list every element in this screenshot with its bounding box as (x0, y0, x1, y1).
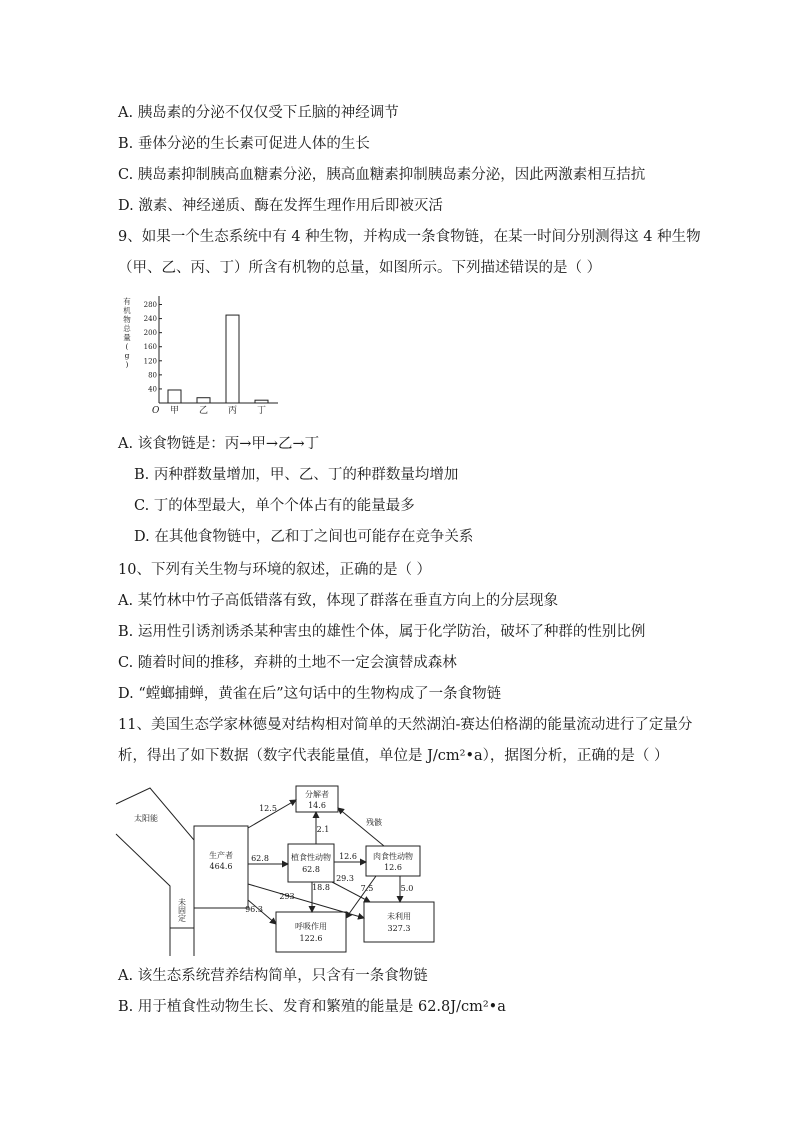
line-q8d: D. 激素、神经递质、酶在发挥生理作用后即被灭活 (118, 198, 443, 214)
herbivore-box (288, 844, 334, 882)
flow-carnivore-respiration: 7.5 (360, 884, 374, 893)
bar-乙 (197, 398, 210, 403)
x-tick-label: 丙 (227, 406, 238, 416)
line-q9c: C. 丁的体型最大，单个个体占有的能量最多 (134, 498, 415, 514)
y-axis-label (123, 296, 131, 369)
respiration-box (276, 912, 346, 952)
energy-flow-diagram (110, 778, 440, 960)
y-tick-label: 80 (148, 371, 157, 380)
x-tick-label: 乙 (198, 406, 209, 416)
line-q8a: A. 胰岛素的分泌不仅仅受下丘脑的神经调节 (118, 105, 399, 121)
y-axis-label-char: 有 (123, 297, 131, 306)
unfixed-region-outline (170, 928, 194, 956)
respiration-value: 122.6 (299, 934, 323, 943)
bar-丙 (226, 315, 239, 403)
y-axis-label-char: 总 (123, 324, 131, 333)
unused-value: 327.3 (387, 924, 411, 933)
line-q8c: C. 胰岛素抑制胰高血糖素分泌，胰高血糖素抑制胰岛素分泌，因此两激素相互拮抗 (118, 167, 646, 183)
bar-chart (118, 293, 298, 425)
line-q10d: D. “螳螂捕蝉，黄雀在后”这句话中的生物构成了一条食物链 (118, 686, 502, 702)
question-9-line1: 9、如果一个生态系统中有 4 种生物，并构成一条食物链，在某一时间分别测得这 4 种生物 (118, 229, 701, 245)
unused-name: 未利用 (387, 912, 411, 921)
line-q10c: C. 随着时间的推移，弃耕的土地不一定会演替成森林 (118, 655, 457, 671)
herbivore-name: 植食性动物 (291, 853, 331, 862)
flow-producer-respiration: 96.3 (245, 905, 263, 914)
y-axis-label-char: 机 (123, 306, 131, 315)
origin-label: O (152, 406, 160, 416)
y-tick-label: 160 (143, 343, 157, 352)
y-tick-label: 280 (143, 301, 157, 310)
bar-甲 (168, 390, 181, 403)
sun-label: 太阳能 (134, 814, 158, 823)
y-tick-label: 200 (143, 329, 157, 338)
arrow-producer-unused (248, 884, 364, 918)
bar-丁 (255, 400, 268, 403)
unfixed-label: 未固定 (177, 898, 187, 922)
line-q11b: B. 用于植食性动物生长、发育和繁殖的能量是 62.8J/cm²•a (118, 999, 506, 1015)
respiration-name: 呼吸作用 (295, 922, 327, 931)
flow-herbivore-carnivore: 12.6 (339, 852, 357, 861)
question-10: 10、下列有关生物与环境的叙述，正确的是（ ） (118, 562, 432, 578)
y-tick-label: 40 (148, 385, 157, 394)
y-tick-label: 240 (143, 315, 157, 324)
question-11-line1: 11、美国生态学家林德曼对结构相对简单的天然湖泊-赛达伯格湖的能量流动进行了定量分 (118, 717, 693, 733)
line-q10a: A. 某竹林中竹子高低错落有致，体现了群落在垂直方向上的分层现象 (118, 593, 559, 609)
flow-herbivore-respiration: 18.8 (312, 883, 330, 892)
flow-carnivore-unused: 5.0 (400, 884, 414, 893)
herbivore-value: 62.8 (302, 865, 320, 874)
y-axis-label-char: ( (125, 342, 129, 351)
y-tick-label: 120 (143, 357, 157, 366)
line-q9a: A. 该食物链是：丙→甲→乙→丁 (118, 436, 320, 452)
carnivore-value: 12.6 (384, 863, 402, 872)
flow-herbivore-unused: 29.3 (336, 874, 354, 883)
arrow-carnivore-decomposer (338, 808, 384, 846)
line-q10b: B. 运用性引诱剂诱杀某种害虫的雄性个体，属于化学防治，破坏了种群的性别比例 (118, 624, 646, 640)
y-axis-label-char: ) (125, 360, 129, 369)
line-q8b: B. 垂体分泌的生长素可促进人体的生长 (118, 136, 370, 152)
carnivore-name: 肉食性动物 (373, 852, 413, 861)
flow-producer-herbivore: 62.8 (251, 854, 269, 863)
producer-name: 生产者 (209, 851, 233, 860)
producer-value: 464.6 (209, 862, 233, 871)
line-q9b: B. 丙种群数量增加，甲、乙、丁的种群数量均增加 (134, 467, 459, 483)
x-tick-label: 丁 (256, 406, 267, 416)
x-tick-label: 甲 (169, 406, 180, 416)
line-q11a: A. 该生态系统营养结构简单，只含有一条食物链 (118, 968, 428, 984)
y-axis-label-char: g (124, 351, 130, 360)
flow-producer-unused: 293 (279, 892, 295, 901)
question-9-line2: （甲、乙、丙、丁）所含有机物的总量，如图所示。下列描述错误的是（ ） (118, 260, 602, 276)
flow-herbivore-decomposer: 2.1 (316, 825, 330, 834)
y-axis-label-char: 量 (123, 333, 131, 342)
unused-box (364, 902, 434, 942)
remains-label: 残骸 (366, 818, 382, 827)
question-11-line2: 析，得出了如下数据（数字代表能量值，单位是 J/cm²•a），据图分析，正确的是（ ） (118, 748, 669, 764)
decomposer-value: 14.6 (308, 801, 326, 810)
decomposer-name: 分解者 (305, 790, 329, 799)
line-q9d: D. 在其他食物链中，乙和丁之间也可能存在竞争关系 (134, 529, 474, 545)
flow-producer-decomposer: 12.5 (259, 804, 277, 813)
y-axis-label-char: 物 (123, 315, 131, 324)
